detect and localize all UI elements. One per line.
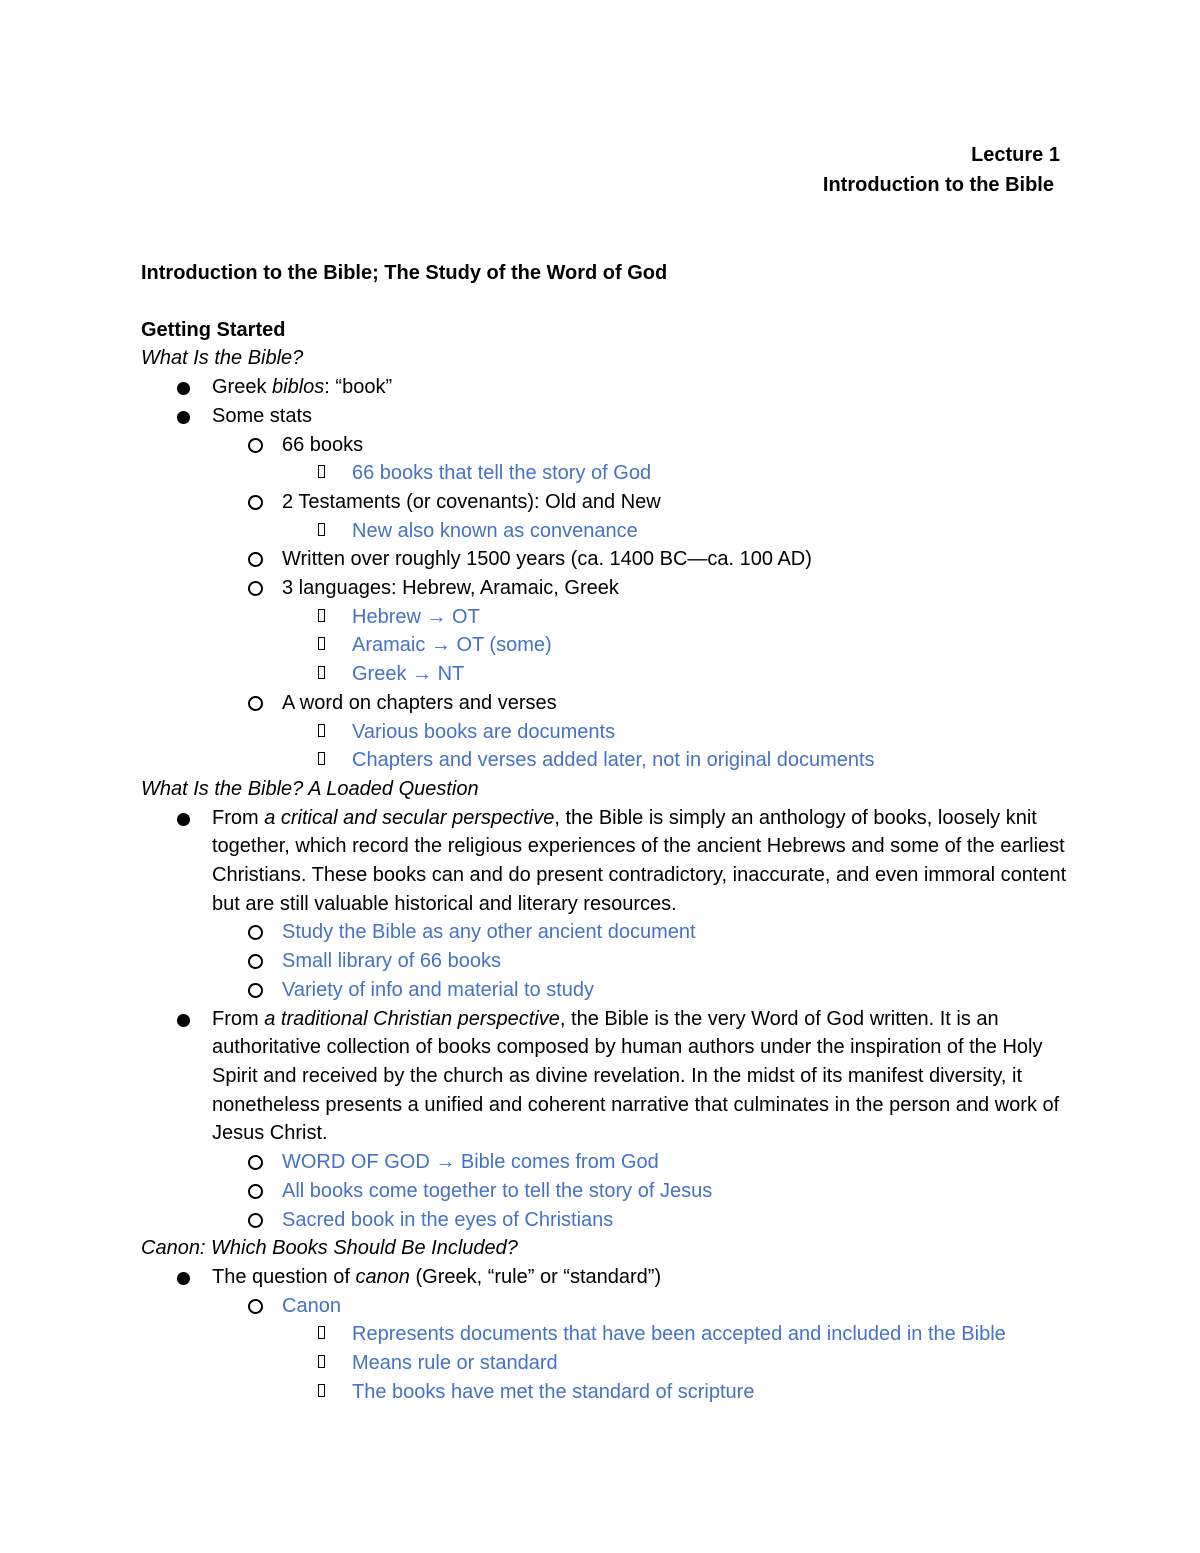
item-text: A word on chapters and verses bbox=[282, 691, 557, 714]
hollow-bullet-icon bbox=[248, 1184, 263, 1199]
note-text: Variety of info and material to study bbox=[282, 978, 595, 1001]
note-text: Various books are documents bbox=[352, 720, 616, 743]
list-item bbox=[141, 1177, 1071, 1206]
note-text: Chapters and verses added later, not in original documents bbox=[352, 749, 875, 772]
note-text: Aramaic bbox=[352, 634, 431, 657]
note-text: Small library of 66 books bbox=[282, 950, 501, 973]
spacer bbox=[141, 288, 1071, 316]
box-bullet-icon bbox=[318, 609, 325, 622]
note-text: Study the Bible as any other ancient document bbox=[282, 921, 696, 944]
list-item bbox=[141, 947, 1071, 976]
item-text-italic: a critical and secular perspective bbox=[264, 806, 555, 829]
note-item bbox=[141, 459, 1071, 488]
list-item bbox=[141, 976, 1071, 1005]
box-bullet-icon bbox=[318, 523, 325, 536]
note-text: All books come together to tell the story of Jesus bbox=[282, 1179, 713, 1202]
arrow-right-icon: → bbox=[435, 1151, 456, 1174]
list-item bbox=[141, 1005, 1071, 1149]
note-text: Sacred book in the eyes of Christians bbox=[282, 1208, 614, 1231]
note-text: The books have met the standard of scripture bbox=[352, 1380, 755, 1403]
hollow-bullet-icon bbox=[248, 983, 263, 998]
note-text: Bible comes from God bbox=[455, 1151, 659, 1174]
note-item bbox=[141, 718, 1071, 747]
item-text: From bbox=[212, 806, 265, 829]
note-text: NT bbox=[432, 663, 465, 686]
item-text: Greek bbox=[212, 376, 273, 399]
item-text: Some stats bbox=[212, 404, 313, 427]
box-bullet-icon bbox=[318, 1384, 325, 1397]
arrow-right-icon: → bbox=[412, 663, 433, 686]
hollow-bullet-icon bbox=[248, 552, 263, 567]
list-item bbox=[141, 373, 1071, 402]
list-item bbox=[141, 804, 1071, 919]
box-bullet-icon bbox=[318, 637, 325, 650]
hollow-bullet-icon bbox=[248, 1299, 263, 1314]
item-text: Written over roughly 1500 years (ca. 1400 BC—ca. 100 AD) bbox=[282, 548, 812, 571]
item-text-italic: canon bbox=[355, 1265, 410, 1288]
list-item bbox=[141, 918, 1071, 947]
header-lecture-title: Introduction to the Bible bbox=[822, 174, 1054, 196]
note-text: Represents documents that have been accepted and included in the Bible bbox=[352, 1323, 1006, 1346]
item-text: 66 books bbox=[282, 433, 364, 456]
note-text: Canon bbox=[282, 1294, 341, 1317]
subheading-loaded-question: What Is the Bible? A Loaded Question bbox=[141, 777, 479, 800]
note-item bbox=[141, 603, 1071, 632]
document-title: Introduction to the Bible; The Study of the Word of God bbox=[141, 262, 668, 284]
list-item bbox=[141, 545, 1071, 574]
box-bullet-icon bbox=[318, 465, 325, 478]
note-text: New also known as convenance bbox=[352, 519, 638, 542]
note-item bbox=[141, 631, 1071, 660]
list-item bbox=[141, 1263, 1071, 1292]
item-text: From bbox=[212, 1007, 265, 1030]
note-text: Hebrew bbox=[352, 605, 427, 628]
filled-bullet-icon bbox=[177, 1272, 190, 1285]
note-text: WORD OF GOD bbox=[282, 1151, 436, 1174]
hollow-bullet-icon bbox=[248, 495, 263, 510]
note-item bbox=[141, 1349, 1071, 1378]
list-item bbox=[141, 1292, 1071, 1321]
note-text: OT (some) bbox=[450, 634, 552, 657]
item-text: 3 languages: Hebrew, Aramaic, Greek bbox=[282, 577, 619, 600]
box-bullet-icon bbox=[318, 666, 325, 679]
item-text-italic: biblos bbox=[272, 376, 325, 399]
note-text: 66 books that tell the story of God bbox=[352, 462, 652, 485]
list-item bbox=[141, 574, 1071, 603]
list-item bbox=[141, 402, 1071, 431]
filled-bullet-icon bbox=[177, 1014, 190, 1027]
item-text: The question of bbox=[212, 1265, 356, 1288]
box-bullet-icon bbox=[318, 1326, 325, 1339]
list-item bbox=[141, 689, 1071, 718]
hollow-bullet-icon bbox=[248, 696, 263, 711]
item-text: : “book” bbox=[324, 376, 393, 399]
filled-bullet-icon bbox=[177, 813, 190, 826]
item-text: , the Bible is simply an anthology of books, loosely knit together, which record the religious experiences of the ancient Hebrews and some of the earliest Christians. These books can and do present contradictory, inaccurate, and even immoral content but are still valuable historical and literary resources. bbox=[212, 806, 1067, 915]
note-text: OT bbox=[446, 605, 480, 628]
note-text: Means rule or standard bbox=[352, 1352, 558, 1375]
item-text-italic: a traditional Christian perspective bbox=[264, 1007, 560, 1030]
hollow-bullet-icon bbox=[248, 438, 263, 453]
box-bullet-icon bbox=[318, 1355, 325, 1368]
item-text: , the Bible is the very Word of God written. It is an authoritative collection of books composed by human authors under the inspiration of the Holy Spirit and received by the church as divine revelation. In the midst of its manifest diversity, it nonetheless presents a unified and coherent narrative that culminates in the person and work of Jesus Christ. bbox=[212, 1007, 1060, 1145]
note-item bbox=[141, 1378, 1071, 1407]
arrow-right-icon: → bbox=[426, 605, 447, 628]
hollow-bullet-icon bbox=[248, 925, 263, 940]
list-item bbox=[141, 1148, 1071, 1177]
item-text: 2 Testaments (or covenants): Old and New bbox=[282, 490, 661, 513]
list-item bbox=[141, 1206, 1071, 1235]
subheading-what-is-the-bible: What Is the Bible? bbox=[141, 347, 304, 370]
item-text: (Greek, “rule” or “standard”) bbox=[409, 1265, 662, 1288]
hollow-bullet-icon bbox=[248, 1155, 263, 1170]
note-item bbox=[141, 517, 1071, 546]
hollow-bullet-icon bbox=[248, 954, 263, 969]
document-body bbox=[141, 259, 1071, 1406]
note-item bbox=[141, 1320, 1071, 1349]
section-heading: Getting Started bbox=[141, 318, 286, 341]
header-lecture-number: Lecture 1 bbox=[971, 144, 1060, 166]
hollow-bullet-icon bbox=[248, 581, 263, 596]
filled-bullet-icon bbox=[177, 411, 190, 424]
subheading-canon: Canon: Which Books Should Be Included? bbox=[141, 1237, 518, 1260]
note-item bbox=[141, 746, 1071, 775]
list-item bbox=[141, 431, 1071, 460]
filled-bullet-icon bbox=[177, 382, 190, 395]
list-item bbox=[141, 488, 1071, 517]
box-bullet-icon bbox=[318, 724, 325, 737]
note-item bbox=[141, 660, 1071, 689]
arrow-right-icon: → bbox=[430, 634, 451, 657]
box-bullet-icon bbox=[318, 752, 325, 765]
note-text: Greek bbox=[352, 663, 413, 686]
hollow-bullet-icon bbox=[248, 1213, 263, 1228]
